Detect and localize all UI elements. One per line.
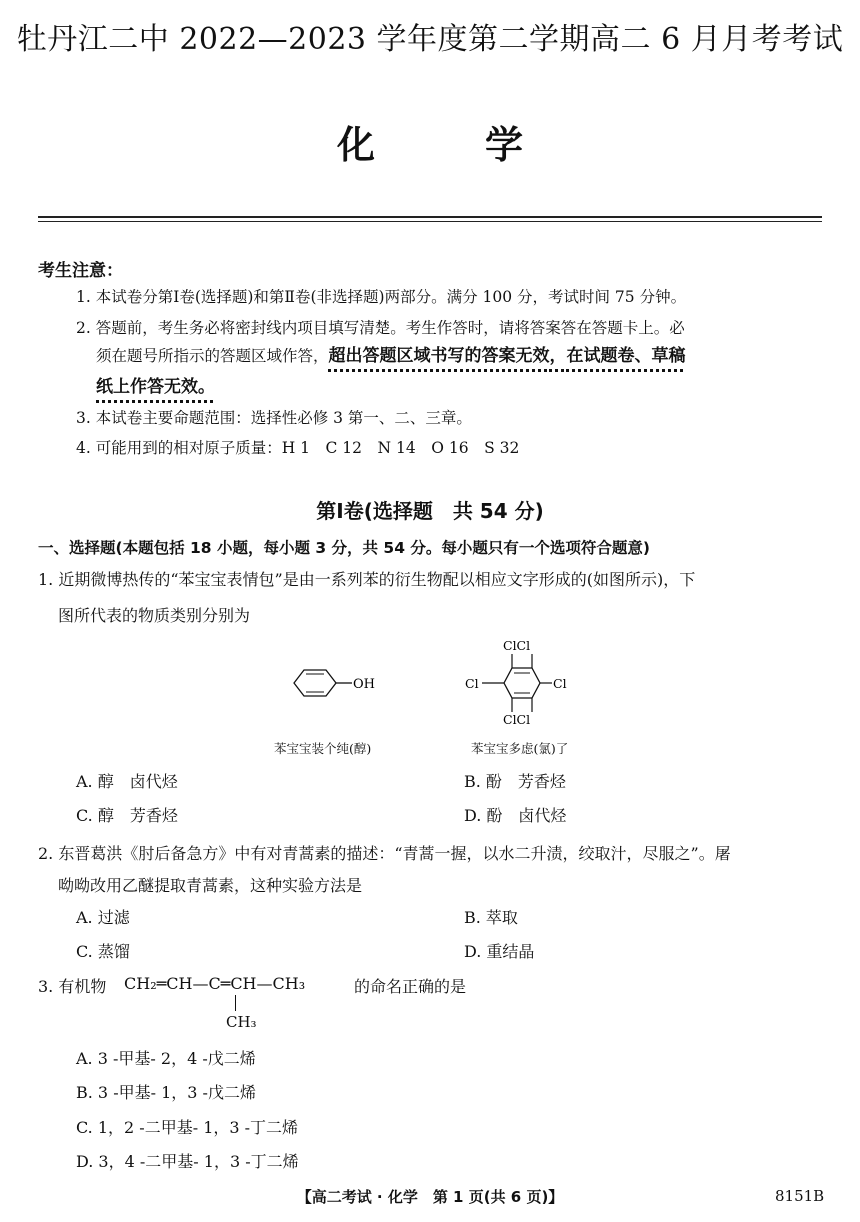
exam-title: 牡丹江二中 2022—2023 学年度第二学期高二 6 月月考考试 bbox=[16, 22, 844, 57]
q3-option-c: C. 1，2 -二甲基- 1，3 -丁二烯 bbox=[76, 1118, 299, 1137]
cl-left-label: Cl bbox=[465, 676, 479, 691]
notice-emphasis-3: 纸上作答无效 bbox=[96, 377, 198, 397]
q1-option-d: D. 酚 卤代烃 bbox=[464, 806, 567, 825]
header-divider-thin bbox=[38, 221, 822, 222]
q2-stem-line-1: 2. 东晋葛洪《肘后备急方》中有对青蒿素的描述：“青蒿一握，以水二升渍，绞取汁，尽服之”。屠 bbox=[38, 844, 731, 863]
notice-item-3: 3. 本试卷主要命题范围：选择性必修 3 第一、二、三章。 bbox=[76, 409, 472, 427]
q2-option-b: B. 萃取 bbox=[464, 908, 518, 927]
notice-item-1: 1. 本试卷分第Ⅰ卷(选择题)和第Ⅱ卷(非选择题)两部分。满分 100 分，考试时间 75 分钟。 bbox=[76, 288, 687, 306]
cl-top-label: ClCl bbox=[503, 638, 531, 653]
notice-item-2-plain: 须在题号所指示的答题区域作答， bbox=[96, 347, 329, 365]
notice-emphasis-comma: ， bbox=[549, 346, 567, 366]
notice-item-2-line-1: 2. 答题前，考生务必将密封线内项目填写清楚。考生作答时，请将答案答在答题卡上。必 bbox=[76, 319, 685, 337]
q2-option-c: C. 蒸馏 bbox=[76, 942, 130, 961]
q3-branch-label: CH₃ bbox=[226, 1013, 257, 1031]
phenol-oh-label: OH bbox=[353, 677, 375, 692]
phenol-structure bbox=[294, 670, 375, 696]
q1-option-b: B. 酚 芳香烃 bbox=[464, 772, 566, 791]
section-title: 第Ⅰ卷(选择题 共 54 分) bbox=[316, 499, 544, 523]
q1-caption-2: 苯宝宝多虑(氯)了 bbox=[471, 741, 569, 756]
q3-stem-prefix: 3. 有机物 bbox=[38, 977, 107, 996]
q1-stem-line-1: 1. 近期微博热传的“苯宝宝表情包”是由一系列苯的衍生物配以相应文字形成的(如图所示)，下 bbox=[38, 570, 696, 589]
q2-option-d: D. 重结晶 bbox=[464, 942, 535, 961]
page-footer: 【高二考试 · 化学 第 1 页(共 6 页)】 bbox=[296, 1188, 564, 1206]
notice-emphasis-2: 在试题卷、草稿 bbox=[566, 346, 686, 366]
subject-title: 化学 bbox=[336, 122, 633, 167]
part-heading: 一、选择题(本题包括 18 小题，每小题 3 分，共 54 分。每小题只有一个选项符合题意) bbox=[38, 539, 650, 557]
cl-right-label: Cl bbox=[553, 676, 567, 691]
q1-option-a: A. 醇 卤代烃 bbox=[76, 772, 178, 791]
header-divider bbox=[38, 216, 822, 218]
q1-stem-line-2: 图所代表的物质类别分别为 bbox=[58, 606, 251, 625]
q1-option-c: C. 醇 芳香烃 bbox=[76, 806, 178, 825]
notice-heading: 考生注意： bbox=[38, 261, 123, 281]
q2-stem-line-2: 呦呦改用乙醚提取青蒿素，这种实验方法是 bbox=[58, 876, 363, 895]
notice-item-4: 4. 可能用到的相对原子质量：H 1 C 12 N 14 O 16 S 32 bbox=[76, 439, 520, 457]
notice-item-2-line-2 bbox=[96, 341, 686, 372]
hexachlorobenzene-structure bbox=[465, 638, 567, 727]
notice-item-2-line-3 bbox=[96, 372, 215, 403]
q3-branch-bond bbox=[235, 995, 236, 1011]
q3-option-b: B. 3 -甲基- 1，3 -戊二烯 bbox=[76, 1083, 256, 1102]
q1-caption-1: 苯宝宝装个纯(醇) bbox=[274, 741, 372, 756]
q2-option-a: A. 过滤 bbox=[76, 908, 130, 927]
cl-bottom-label: ClCl bbox=[503, 712, 531, 727]
notice-emphasis-end: 。 bbox=[198, 377, 215, 397]
q3-formula: CH₂═CH—C═CH—CH₃ bbox=[124, 974, 306, 993]
exam-code: 8151B bbox=[775, 1187, 825, 1205]
q3-option-d: D. 3，4 -二甲基- 1，3 -丁二烯 bbox=[76, 1152, 299, 1171]
notice-emphasis-1: 超出答题区域书写的答案无效 bbox=[328, 346, 550, 366]
q3-stem-suffix: 的命名正确的是 bbox=[354, 977, 467, 996]
q3-option-a: A. 3 -甲基- 2，4 -戊二烯 bbox=[76, 1049, 256, 1068]
